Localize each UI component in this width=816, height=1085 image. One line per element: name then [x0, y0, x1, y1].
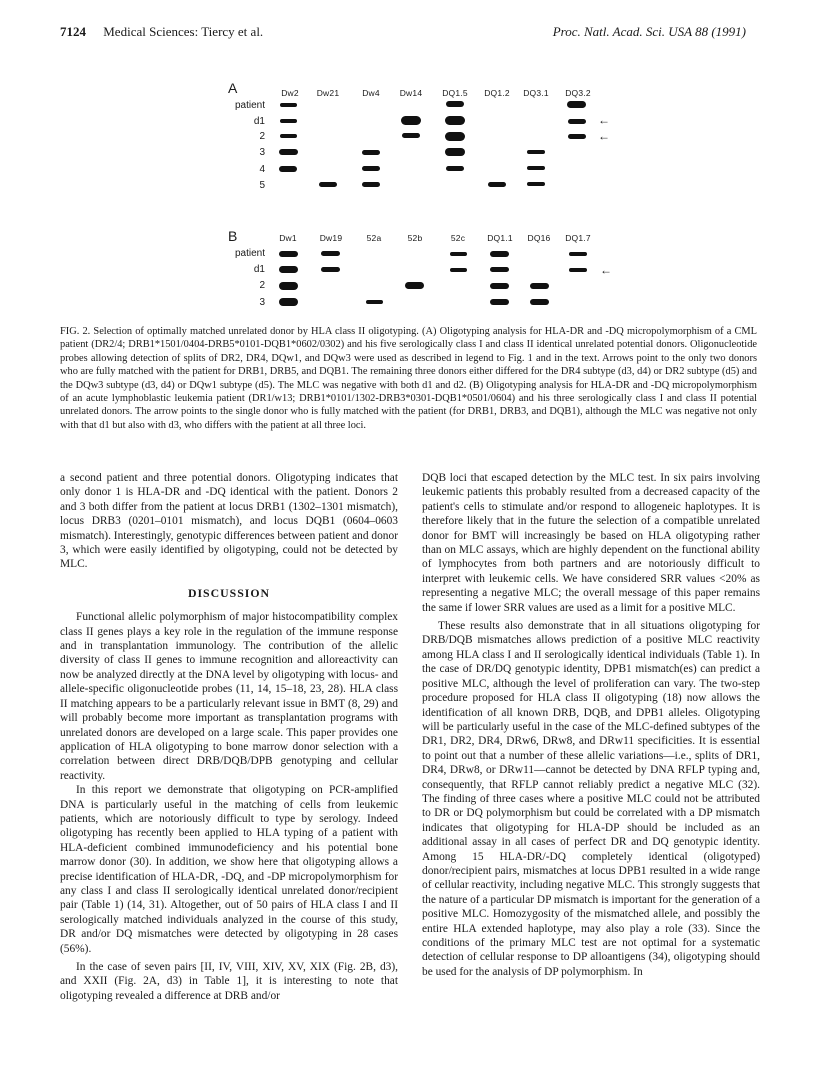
band [490, 251, 509, 257]
paragraph: a second patient and three potential donors. Oligotyping indicates that only donor 1 is HLA-DR and -DQ identical with the patient. Donors 2 and 3 both differ from the patient at locus DRB1 (1302–1301 mismatch), locus DRB3 (0201–0101 mismatch), and locus DQB1 (0604–0603 mismatch). Interestingly, genotypic differences between patient and donor 3, which were easily identified by oligotyping, could not be detected by MLC. [60, 472, 398, 571]
panel-b-col-dq11: DQ1.1 [487, 233, 513, 243]
band [362, 182, 380, 187]
right-column [422, 471, 760, 979]
band [401, 116, 421, 125]
band [446, 166, 464, 171]
band [488, 182, 506, 187]
panel-a-col-dw21: Dw21 [316, 88, 340, 98]
band [567, 101, 586, 108]
band [280, 103, 297, 107]
panel-b-row-3: 3 [259, 297, 265, 308]
band [446, 101, 464, 107]
band [490, 299, 509, 305]
match-arrow-b-d1: ← [600, 263, 612, 277]
band [279, 251, 298, 257]
panel-a-row-d1: d1 [253, 116, 265, 127]
band [279, 298, 298, 306]
panel-b-col-52a: 52a [366, 233, 382, 243]
panel-a-col-dq12: DQ1.2 [484, 88, 510, 98]
band [568, 134, 586, 139]
band [279, 149, 298, 155]
paragraph: In this report we demonstrate that oligotyping on PCR-amplified DNA is particularly useful in the matching of cells from leukemic patients, which are notoriously difficult to type by serology. Indeed oligotyping has recently been applied to HLA typing of a patient with HLA-deficient combined immunodeficiency and his potential bone marrow donor (30). In addition, we show here that oligotyping allows a precise identification of HLA-DR, -DQ, and -DP micropolymorphism for any class I and class II serologically identical unrelated donor/recipient pair (Table 1) (14, 31). Altogether, out of 50 pairs of HLA class I and II serologically matched individuals analyzed in the course of this study, DR and/or DQ mismatches were detected by oligotyping in 28 cases (56%). [60, 784, 398, 955]
section-authors: Medical Sciences: Tiercy et al. [103, 24, 264, 39]
panel-a-row-2: 2 [259, 131, 265, 142]
panel-b-col-52c: 52c [450, 233, 466, 243]
band [280, 134, 297, 138]
match-arrow-d1: ← [598, 113, 610, 127]
band [450, 268, 467, 272]
panel-a-col-dq32: DQ3.2 [565, 88, 591, 98]
band [445, 132, 465, 141]
panel-b-col-dw19: Dw19 [319, 233, 343, 243]
panel-b-col-dq17: DQ1.7 [565, 233, 591, 243]
panel-a-row-patient: patient [234, 100, 265, 111]
panel-a-col-dq31: DQ3.1 [523, 88, 549, 98]
band [569, 252, 587, 256]
figure-2 [0, 0, 816, 320]
panel-b-row-2: 2 [259, 280, 265, 291]
band [530, 283, 549, 289]
band [490, 283, 509, 289]
band [279, 282, 298, 290]
band [321, 267, 340, 272]
paragraph: In the case of seven pairs [II, IV, VIII, XIV, XV, XIX (Fig. 2B, d3), and XXII (Fig. 2A, d3) in Table 1], it is interesting to note that oligotyping revealed a difference at DRB and/or [60, 961, 398, 1002]
journal-citation: Proc. Natl. Acad. Sci. USA 88 (1991) [552, 24, 746, 39]
panel-a-col-dq15: DQ1.5 [442, 88, 468, 98]
band [405, 282, 424, 289]
panel-b-row-patient: patient [234, 248, 265, 259]
band [445, 116, 465, 125]
band [445, 148, 465, 156]
left-column [60, 471, 398, 1003]
panel-a-letter: A [228, 80, 238, 96]
band [450, 252, 467, 256]
panel-a-row-5: 5 [259, 180, 265, 191]
band [569, 268, 587, 272]
band [321, 251, 340, 256]
panel-a-col-dw4: Dw4 [362, 88, 380, 98]
band [527, 182, 545, 186]
panel-a-col-dw14: Dw14 [399, 88, 423, 98]
band [568, 119, 586, 124]
figure-caption: FIG. 2. Selection of optimally matched unrelated donor by HLA class II oligotyping. (A) Oligotyping analysis for HLA-DR and -DQ micropolymorphism of a CML patient (DR2/4; DRB1*1501/0404-DRB5*0101-DQB1*0602/0302) and his five serologically class I and class II identical unrelated potential donors. Oligonucleotide probes allowing detection of splits of DR2, DR4, DQw1, and DQw3 were used as described in legend to Fig. 1 and in the text. Arrows point to the only two donors who are fully matched with the patient for DRB1, DRB5, and DQB1. The remaining three donors either differed for the DR4 subtype (d3, d4) or DR2 subtype (d5) and the DQw3 subtype (d3, d4) or DQw1 subtype (d5). The MLC was negative with both d1 and d2. (B) Oligotyping analysis for HLA-DR and -DQ micropolymorphism of an acute lymphoblastic leukemia patient (DR1/w13; DRB1*0101/1302-DRB3*0301-DQB1*0501/0604) and his three serologically class I and class II potential unrelated donors. The arrow points to the single donor who is fully matched with the patient (for DRB1, DRB3, and DQB1), although the MLC was negative not only with that d1 but also with d3, who differs with the patient at all three loci. [60, 326, 757, 431]
band [319, 182, 337, 187]
page-number: 7124 [60, 24, 86, 39]
match-arrow-d2: ← [598, 129, 610, 143]
paragraph: DQB loci that escaped detection by the MLC test. In six pairs involving leukemic patients this probably resulted from a decreased capacity of the patient's cells to stimulate and/or respond to allogeneic haplotypes. It is therefore likely that in the future the selection of a compatible unrelated donor for BMT will increasingly be based on HLA oligotyping rather than on MLC assays, which are highly dependent on the functional ability of lymphocytes from both partners and are notoriously difficult to interpret with leukemic cells. We have considered SRR values <20% as representing a negative MLC; the overall message of this paper remains the same if lower SRR values are used as a limit for a positive MLC. [422, 472, 760, 614]
band [280, 119, 297, 123]
band [402, 133, 420, 138]
panel-b-col-52b: 52b [407, 233, 423, 243]
band [279, 166, 297, 172]
band [279, 266, 298, 273]
band [530, 299, 549, 305]
section-heading-discussion: DISCUSSION [187, 585, 271, 600]
band [527, 166, 545, 170]
band [527, 150, 545, 154]
band [490, 267, 509, 272]
panel-b-row-d1: d1 [253, 264, 265, 275]
panel-b-col-dw1: Dw1 [279, 233, 297, 243]
band [362, 150, 380, 155]
band [366, 300, 383, 304]
panel-b-letter: B [228, 228, 238, 244]
panel-a-row-4: 4 [259, 164, 265, 175]
panel-b-col-dq16: DQ16 [527, 233, 551, 243]
paragraph: Functional allelic polymorphism of major histocompatibility complex class II genes plays a key role in the regulation of the immune response and in transplantation immunology. The contribution of the allelic diversity of class II genes to immune recognition and alloreactivity can now be analyzed directly at the DNA level by oligotyping with locus- and allele-specific oligonucleotide probes (11, 14, 15–18, 23, 28). HLA class II matching appears to be a particularly relevant issue in BMT (8, 29) and will probably become more important as transplantation programs with unrelated donors are developed on a large scale. This paper provides one application of HLA oligotyping to bone marrow donor selection with a correlation between direct DRB/DQB/DPB genotyping and cellular reactivity. [60, 611, 398, 782]
panel-a-col-dw2: Dw2 [281, 88, 299, 98]
paragraph: These results also demonstrate that in all situations oligotyping for DRB/DQB mismatches allows prediction of a positive MLC reactivity among HLA class I and II serologically identical individuals (Table 1). In the case of DR/DQ genotypic identity, DPB1 mismatch(es) can predict a positive MLC, although the level of proliferation can vary. The two-step procedure proposed for HLA class II oligotyping (18) now allows the identification of all known DRB, DQB, and DPB1 alleles. Oligotyping will be particularly useful in the case of the MLC-defined subtypes of the DR1, DR2, DR4, DRw6, DRw8, and DRw11 specificities. It is essential to point out that a number of these allelic variations—i.e., splits of DR1, DR4, DRw8, or DRw11—cannot be detected by DNA RFLP typing and, consequently, that RFLP cannot reliably predict a negative MLC (32). The finding of three cases where a positive MLC could not be attributed to DR or DQ polymorphism but could be correlated with a DP mismatch indicates that oligotyping for HLA-DP should be included as an additional assay in all cases of perfect DR and DQ genotypic identity. Among 15 HLA-DR/-DQ completely identical (oligotyped) donor/recipient pairs, mismatches at locus DPB1 resulted in a wide range of cellular reactivity, including negative MLC. This strongly suggests that the nature of a particular DP mismatch is important for the generation of a positive MLC. Homozygosity of the mismatched allele, and possibly the entire HLA extended haplotype, may also play a role (33). Since the conditions of the primary MLC test are not optimal for a systematic detection of cellular response to DP alloantigens (34), oligotyping should be used for the analysis of DP polymorphism. In [422, 620, 760, 978]
panel-a-row-3: 3 [259, 147, 265, 158]
band [362, 166, 380, 171]
